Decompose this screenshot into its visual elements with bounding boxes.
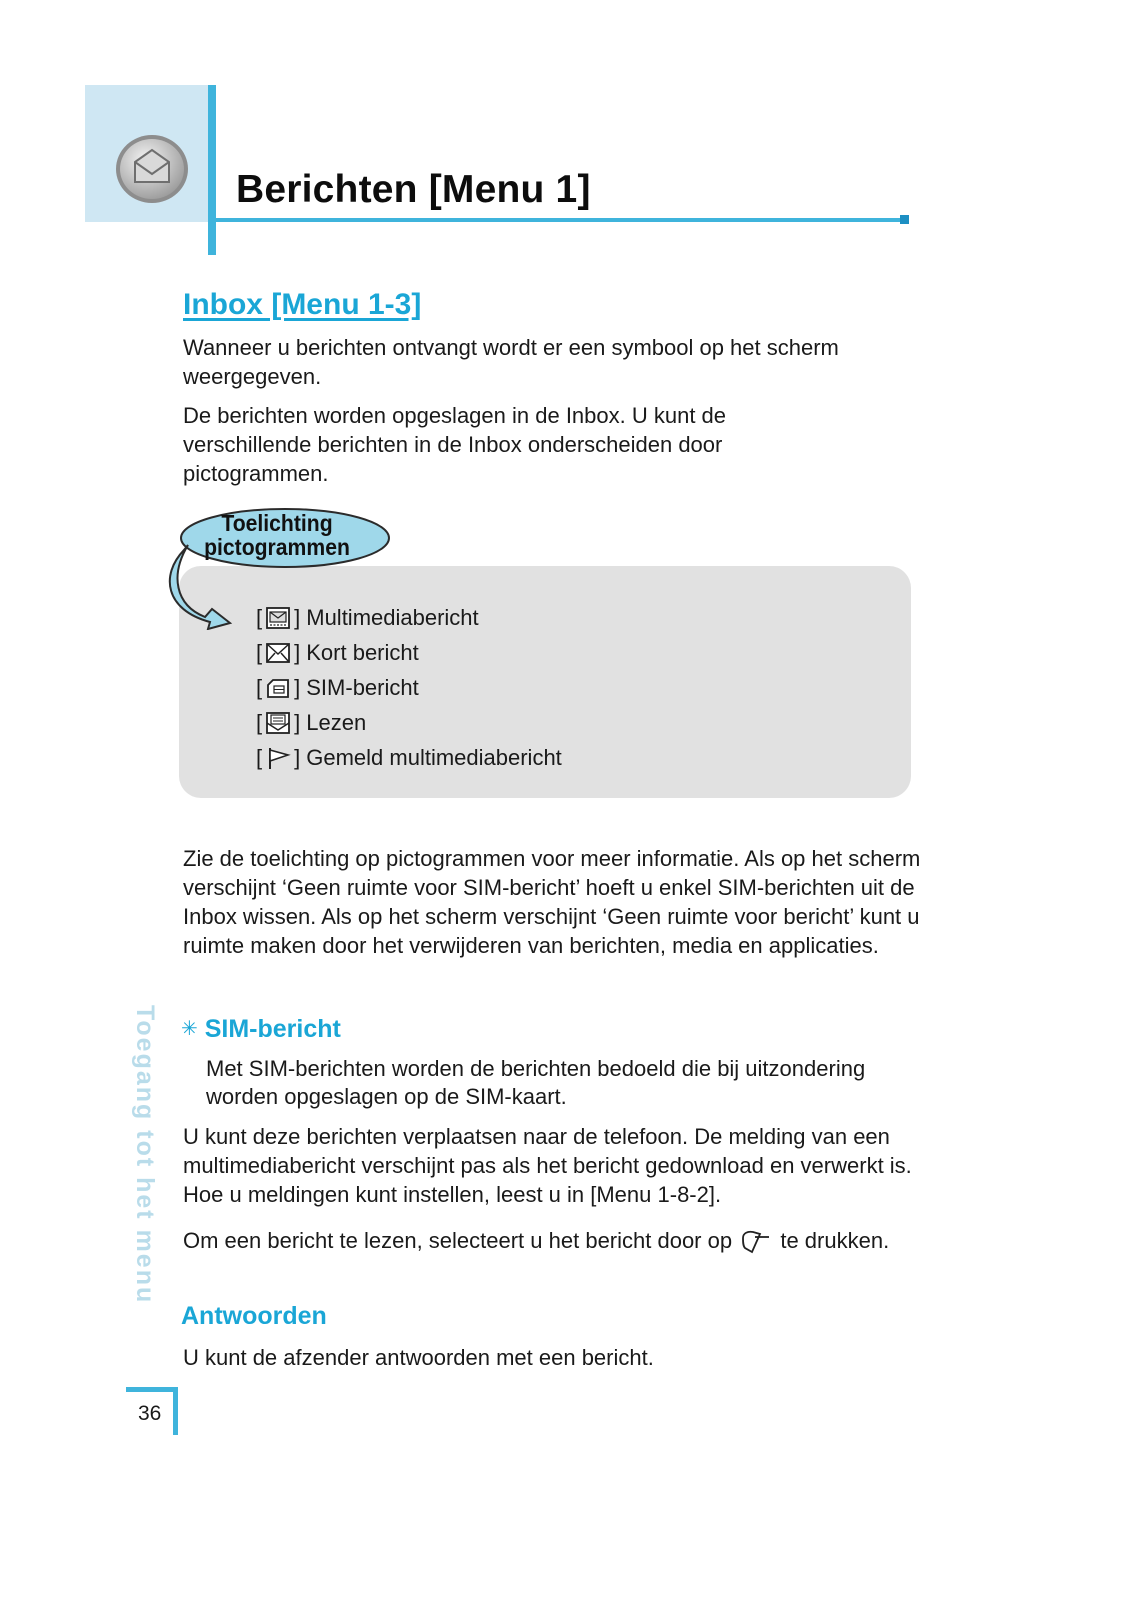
header-vertical-rule xyxy=(208,85,216,255)
page-number-rule xyxy=(126,1387,178,1392)
sim-heading xyxy=(181,1015,341,1044)
legend-item: [ ] Gemeld multimediabericht xyxy=(256,744,562,770)
legend-label: Gemeld multimediabericht xyxy=(306,744,562,770)
legend-item: [ ] Multimediabericht xyxy=(256,604,479,630)
intro-text-1: Wanneer u berichten ontvangt wordt er een symbool op het scherm weergegeven. xyxy=(183,335,839,389)
section-title: Inbox [Menu 1-3] xyxy=(183,288,422,321)
page-number: 36 xyxy=(138,1402,162,1425)
sim-text: Met SIM-berichten worden de berichten bedoeld die bij uitzondering worden opgeslagen op de SIM-kaart. xyxy=(206,1056,866,1109)
callout-label xyxy=(190,511,365,559)
read-text-before: Om een bericht te lezen, selecteert u het bericht door op xyxy=(183,1228,733,1253)
sim-paragraph xyxy=(206,1055,916,1111)
flag-notification-icon xyxy=(265,746,291,770)
multimedia-message-icon xyxy=(265,606,291,630)
header-underline xyxy=(216,218,906,222)
move-text: U kunt deze berichten verplaatsen naar de telefoon. De melding van een multimediabericht verschijnt pas als het bericht gedownload en verwerkt is. Hoe u meldingen kunt instellen, leest u in [Menu 1-8-2]. xyxy=(183,1124,912,1207)
read-text-after: te drukken. xyxy=(780,1228,890,1253)
reply-heading: Antwoorden xyxy=(181,1302,327,1330)
legend-label: Lezen xyxy=(306,709,367,735)
move-paragraph xyxy=(183,1122,923,1209)
inbox-paragraph xyxy=(183,401,823,488)
info-text: Zie de toelichting op pictogrammen voor meer informatie. Als op het scherm verschijnt ‘Geen ruimte voor SIM-bericht’ hoeft u enkel SIM-berichten uit de Inbox wissen. Als op het scherm verschijnt ‘Geen ruimte voor bericht’ kunt u ruimte maken door het verwijderen van berichten, media en applicaties. xyxy=(183,846,921,958)
header-rule-end xyxy=(900,215,909,224)
chapter-side-label xyxy=(130,1005,158,1385)
intro-paragraph xyxy=(183,333,923,391)
short-message-icon xyxy=(265,641,291,665)
legend-label: SIM-bericht xyxy=(306,674,419,700)
envelope-button-icon xyxy=(113,132,191,206)
callout-label-line-1: Toelichting xyxy=(221,510,333,536)
legend-label: Kort bericht xyxy=(306,639,419,665)
sim-heading-text: SIM-bericht xyxy=(204,1015,341,1043)
callout-label-line-2: pictogrammen xyxy=(204,534,350,560)
legend-item: [ ] Lezen xyxy=(256,709,367,735)
legend-item: [ ] SIM-bericht xyxy=(256,674,419,700)
reply-paragraph xyxy=(183,1343,923,1372)
reply-text: U kunt de afzender antwoorden met een bericht. xyxy=(183,1345,654,1370)
asterisk-bullet-icon: ✳ xyxy=(181,1018,198,1040)
intro-text-2: De berichten worden opgeslagen in de Inbox. U kunt de verschillende berichten in de Inbox onderscheiden door pictogrammen. xyxy=(183,403,727,486)
legend-label: Multimediabericht xyxy=(306,604,479,630)
read-message-icon xyxy=(265,711,291,735)
chapter-side-label-text: Toegang tot het menu xyxy=(131,1005,159,1305)
read-paragraph xyxy=(183,1226,923,1255)
page-number-vertical-rule xyxy=(173,1387,178,1435)
sim-message-icon xyxy=(265,676,291,700)
icon-legend-list xyxy=(256,600,562,775)
page-title: Berichten [Menu 1] xyxy=(236,168,591,211)
soft-key-icon xyxy=(740,1228,772,1254)
read-text xyxy=(183,1226,923,1255)
legend-item: [ ] Kort bericht xyxy=(256,639,419,665)
info-paragraph xyxy=(183,844,923,960)
